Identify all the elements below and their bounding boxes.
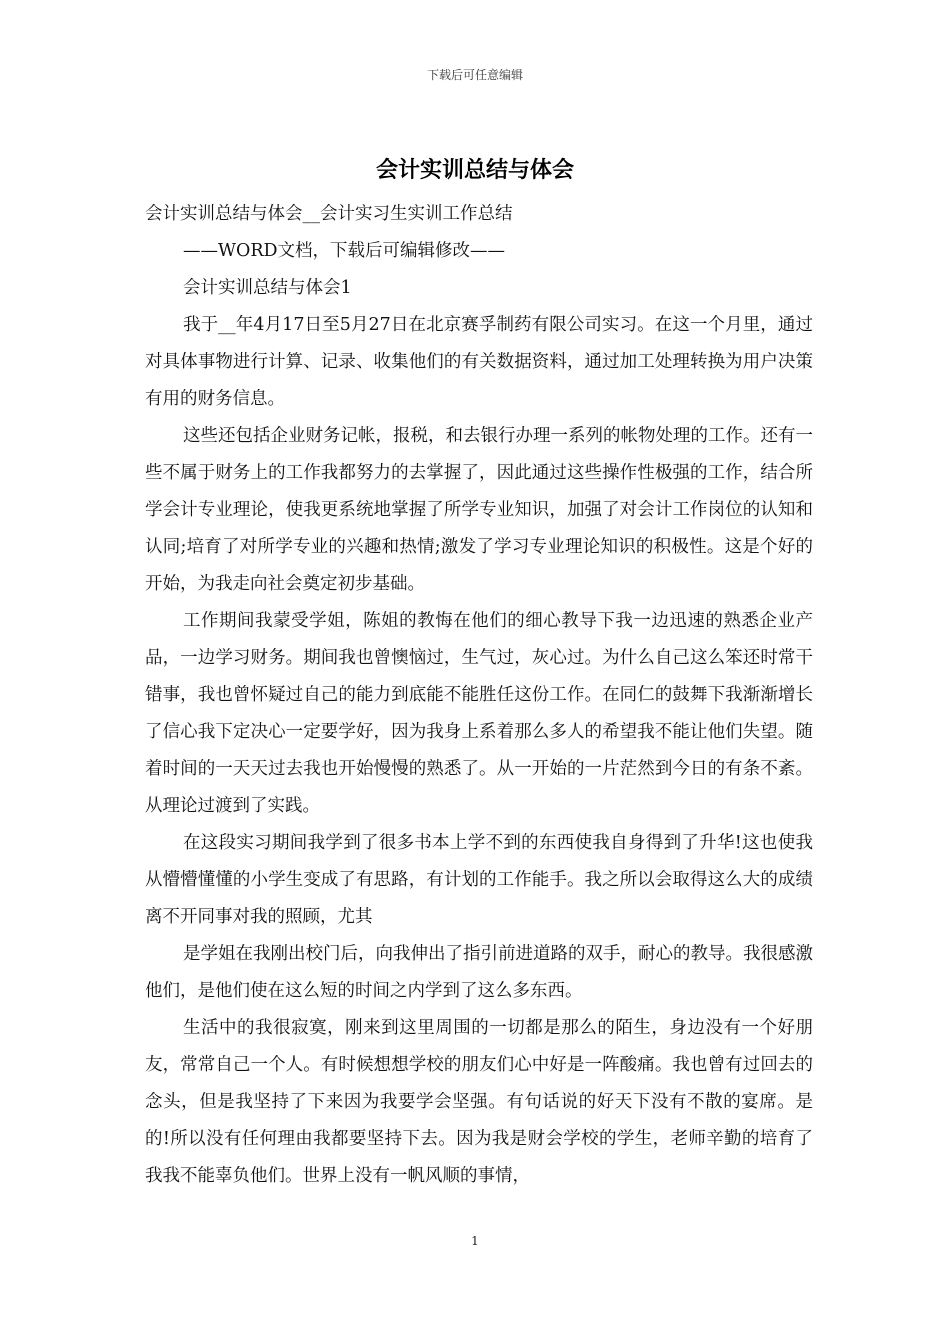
paragraph: 工作期间我蒙受学姐，陈姐的教悔在他们的细心教导下我一边迅速的熟悉企业产品，一边学习财务。期间我也曾懊恼过，生气过，灰心过。为什么自己这么笨还时常干错事，我也曾怀疑过自己的能力到底能不能胜任这份工作。在同仁的鼓舞下我渐渐增长了信心我下定决心一定要学好，因为我身上系着那么多人的希望我不能让他们失望。随着时间的一天天过去我也开始慢慢的熟悉了。从一开始的一片茫然到今日的有条不紊。从理论过渡到了实践。 — [145, 611, 813, 816]
header-note: 下载后可任意编辑 — [426, 68, 523, 82]
page-title: 会计实训总结与体会 — [375, 157, 574, 183]
paragraph: 我于__年4月17日至5月27日在北京赛孚制药有限公司实习。在这一个月里，通过对具体事物进行计算、记录、收集他们的有关数据资料，通过加工处理转换为用户决策有用的财务信息。 — [145, 315, 813, 409]
document-subtitle: 会计实训总结与体会__会计实习生实训工作总结 — [145, 204, 513, 224]
word-notice: ——WORD文档，下载后可编辑修改—— — [183, 241, 506, 261]
page-number: 1 — [471, 1234, 479, 1248]
paragraph: 是学姐在我刚出校门后，向我伸出了指引前进道路的双手，耐心的教导。我很感激他们，是他们使在这么短的时间之内学到了这么多东西。 — [145, 944, 813, 1001]
document-body — [145, 196, 813, 1195]
section-heading: 会计实训总结与体会1 — [183, 278, 352, 298]
paragraph: 生活中的我很寂寞，刚来到这里周围的一切都是那么的陌生，身边没有一个好朋友，常常自己一个人。有时候想想学校的朋友们心中好是一阵酸痛。我也曾有过回去的念头，但是我坚持了下来因为我要学会坚强。有句话说的好天下没有不散的宴席。是的!所以没有任何理由我都要坚持下去。因为我是财会学校的学生，老师辛勤的培育了我我不能辜负他们。世界上没有一帆风顺的事情， — [145, 1018, 813, 1186]
paragraph: 这些还包括企业财务记帐，报税，和去银行办理一系列的帐物处理的工作。还有一些不属于财务上的工作我都努力的去掌握了，因此通过这些操作性极强的工作，结合所学会计专业理论，使我更系统地掌握了所学专业知识，加强了对会计工作岗位的认知和认同;培育了对所学专业的兴趣和热情;激发了学习专业理论知识的积极性。这是个好的开始，为我走向社会奠定初步基础。 — [145, 426, 813, 594]
paragraph: 在这段实习期间我学到了很多书本上学不到的东西使我自身得到了升华!这也使我从懵懵懂懂的小学生变成了有思路，有计划的工作能手。我之所以会取得这么大的成绩离不开同事对我的照顾，尤其 — [145, 833, 813, 927]
